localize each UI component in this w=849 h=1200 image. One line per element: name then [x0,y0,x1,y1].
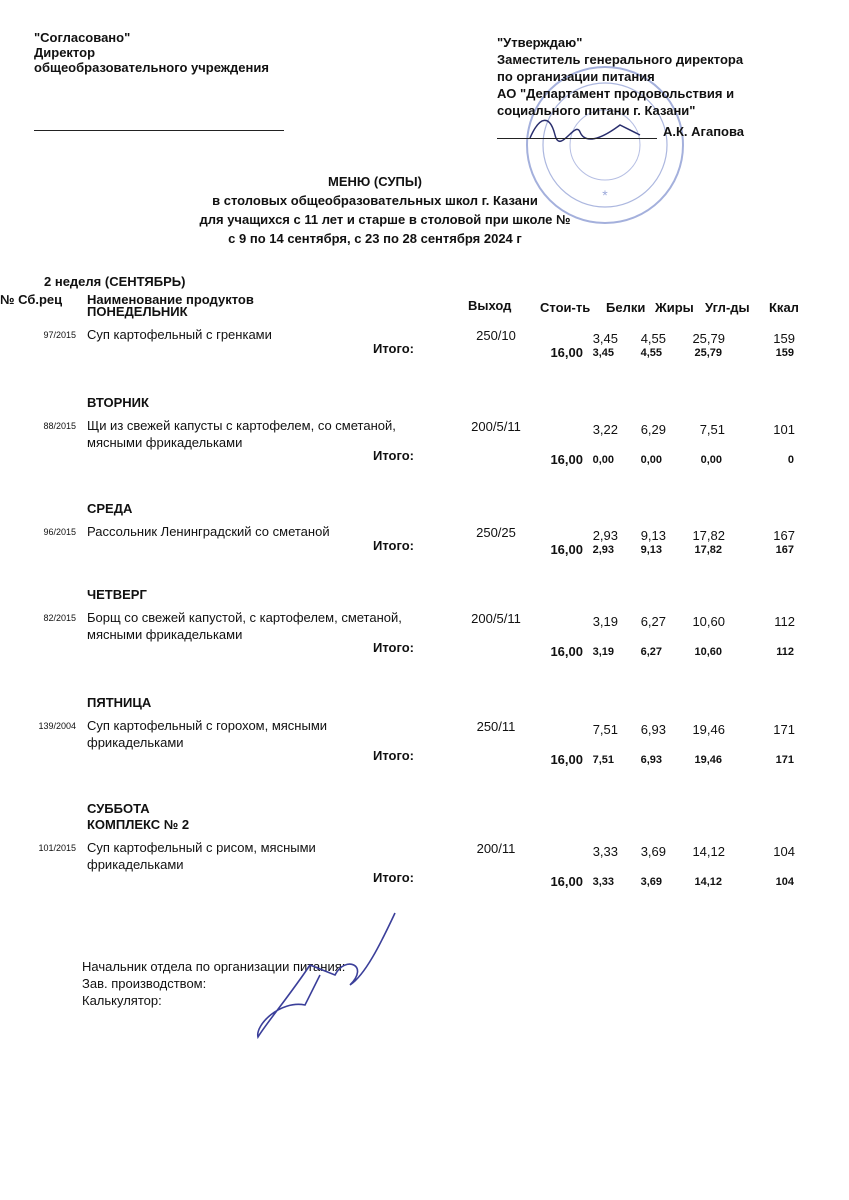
dish-fat: 4,55 [640,331,666,346]
dish-name: Рассольник Ленинградский со сметаной [87,524,330,539]
approver-position: Заместитель генерального директора [497,52,744,67]
total-protein: 7,51 [592,754,614,766]
col-protein-header: Белки [606,300,646,315]
approver-org: АО "Департамент продовольствия и [497,86,735,101]
week-label: 2 неделя (СЕНТЯБРЬ) [44,274,186,289]
title-line-3: для учащихся с 11 лет и старше в столовой при школе № [199,212,571,227]
total-fat: 4,55 [640,347,662,359]
col-code-header: № Сб.рец [0,292,63,307]
day-label: ЧЕТВЕРГ [87,587,147,602]
dish-carbs: 17,82 [692,528,725,543]
approve-label: "Утверждаю" [497,35,583,50]
total-cost: 16,00 [550,452,583,467]
total-protein: 2,93 [592,544,614,556]
total-carbs: 10,60 [694,646,722,658]
total-cost: 16,00 [550,542,583,557]
total-fat: 6,93 [640,754,662,766]
total-protein: 3,19 [592,646,614,658]
dish-name: Суп картофельный с гренками [87,327,272,342]
total-label: Итого: [373,448,414,463]
dish-name: мясными фрикадельками [87,435,243,450]
total-cost: 16,00 [550,644,583,659]
dish-fat: 6,29 [640,422,666,437]
dish-carbs: 14,12 [692,844,725,859]
total-kcal: 0 [787,454,794,466]
total-kcal: 112 [776,646,794,658]
col-yield-header: Выход [468,298,512,313]
dish-fat: 9,13 [640,528,666,543]
dish-fat: 6,93 [640,722,666,737]
total-fat: 3,69 [640,876,662,888]
total-protein: 3,45 [592,347,614,359]
dish-fat: 6,27 [640,614,666,629]
recipe-code: 101/2015 [38,843,76,853]
day-label: СРЕДА [87,501,133,516]
footer-head-label: Начальник отдела по организации питания: [82,959,346,974]
dish-yield: 250/10 [476,328,516,343]
total-kcal: 171 [775,754,794,766]
total-carbs: 17,82 [694,544,722,556]
signer-name: А.К. Агапова [663,124,745,139]
total-cost: 16,00 [550,345,583,360]
approver-position-2: по организации питания [497,69,655,84]
total-protein: 3,33 [592,876,614,888]
day-label: ПЯТНИЦА [87,695,152,710]
dish-fat: 3,69 [640,844,666,859]
dish-protein: 3,19 [592,614,618,629]
total-fat: 0,00 [640,454,662,466]
complex-label: КОМПЛЕКС № 2 [87,817,190,832]
signature-line-left [34,130,284,131]
dish-kcal: 171 [773,722,795,737]
signature-line-right [497,138,657,139]
dish-protein: 3,33 [592,844,618,859]
footer-calculator-label: Калькулятор: [82,993,162,1008]
recipe-code: 88/2015 [43,421,76,431]
dish-protein: 2,93 [592,528,618,543]
dish-name: Щи из свежей капусты с картофелем, со сметаной, [87,418,396,433]
director-label: Директор [34,45,96,60]
dish-yield: 200/11 [476,841,516,856]
dish-kcal: 104 [773,844,795,859]
dish-protein: 7,51 [592,722,618,737]
dish-kcal: 167 [773,528,795,543]
left-header [34,30,269,75]
dish-protein: 3,45 [592,331,618,346]
total-kcal: 104 [775,876,794,888]
col-carbs-header: Угл-ды [705,300,750,315]
total-kcal: 167 [775,544,794,556]
dish-yield: 200/5/11 [471,419,521,434]
dish-name: Борщ со свежей капустой, с картофелем, сметаной, [87,610,402,625]
total-carbs: 14,12 [694,876,722,888]
dish-name: фрикадельками [87,857,184,872]
dish-carbs: 19,46 [692,722,725,737]
dish-name: Суп картофельный с горохом, мясными [87,718,328,733]
day-label: ПОНЕДЕЛЬНИК [87,304,188,319]
dish-kcal: 159 [773,331,795,346]
dish-yield: 250/11 [476,719,516,734]
dish-carbs: 10,60 [692,614,725,629]
total-label: Итого: [373,870,414,885]
dish-yield: 200/5/11 [471,611,521,626]
dish-protein: 3,22 [592,422,618,437]
recipe-code: 97/2015 [43,330,76,340]
right-header [497,34,743,119]
dish-name: мясными фрикадельками [87,627,243,642]
dish-yield: 250/25 [476,525,516,540]
dish-carbs: 25,79 [692,331,725,346]
title-line-2: в столовых общеобразовательных школ г. Казани [212,193,538,208]
approver-org-2: социального питани г. Казани" [497,103,696,118]
total-label: Итого: [373,341,414,356]
total-label: Итого: [373,640,414,655]
total-protein: 0,00 [592,454,614,466]
col-name-header: Наименование продуктов [87,292,254,307]
day-label: СУББОТА [87,801,150,816]
col-fat-header: Жиры [655,300,694,315]
total-label: Итого: [373,748,414,763]
total-fat: 6,27 [640,646,662,658]
total-kcal: 159 [775,347,794,359]
total-cost: 16,00 [550,874,583,889]
head-signature [250,905,410,1045]
recipe-code: 82/2015 [43,613,76,623]
footer-production-label: Зав. производством: [82,976,207,991]
dish-carbs: 7,51 [699,422,725,437]
total-carbs: 19,46 [694,754,722,766]
total-label: Итого: [373,538,414,553]
col-kcal-header: Ккал [769,300,799,315]
day-label: ВТОРНИК [87,395,149,410]
menu-title [0,172,750,248]
total-cost: 16,00 [550,752,583,767]
dish-name: Суп картофельный с рисом, мясными [87,840,316,855]
dish-kcal: 112 [774,614,795,629]
total-carbs: 25,79 [694,347,722,359]
org-label: общеобразовательного учреждения [34,60,269,75]
title-line-4: с 9 по 14 сентября, с 23 по 28 сентября 2024 г [228,231,522,246]
dish-kcal: 101 [773,422,795,437]
recipe-code: 96/2015 [43,527,76,537]
agreed-label: "Согласовано" [34,30,131,45]
dish-name: фрикадельками [87,735,184,750]
col-cost-header: Стои-ть [540,300,591,315]
title-line-1: МЕНЮ (СУПЫ) [328,174,422,189]
total-carbs: 0,00 [700,454,722,466]
recipe-code: 139/2004 [38,721,76,731]
total-fat: 9,13 [640,544,662,556]
svg-text:*: * [602,187,608,203]
